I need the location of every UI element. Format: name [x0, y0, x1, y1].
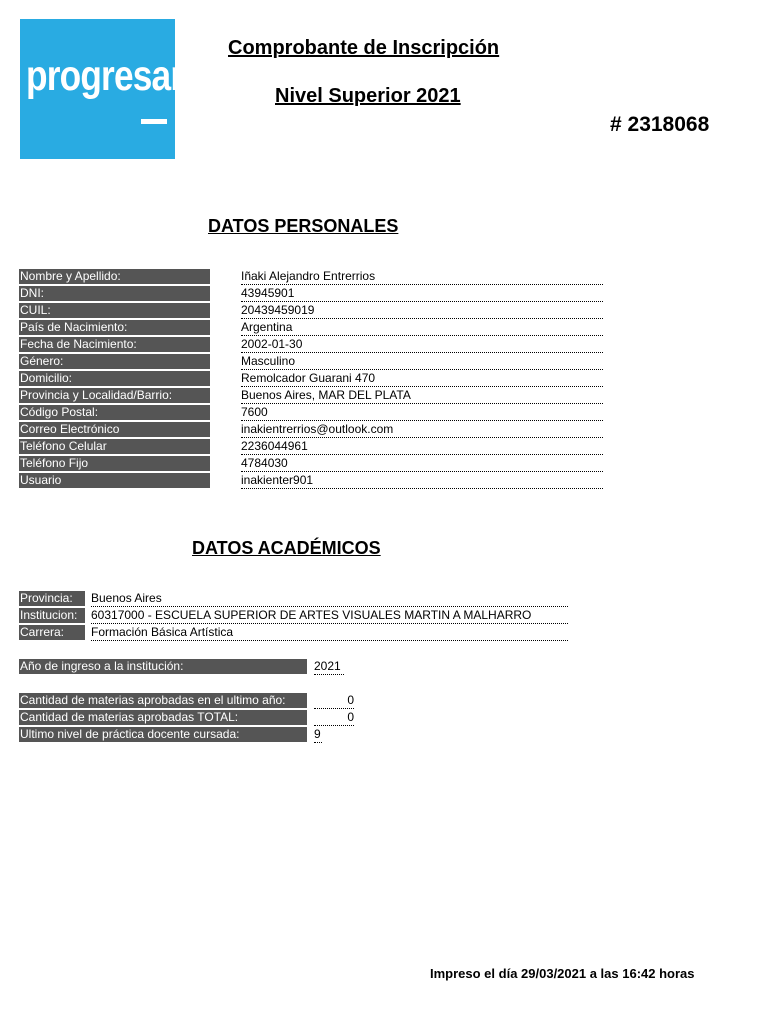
row-value: 4784030	[241, 456, 603, 472]
row-value: Iñaki Alejandro Entrerrios	[241, 269, 603, 285]
row-label: DNI:	[19, 286, 210, 301]
row-label: Fecha de Nacimiento:	[19, 337, 210, 352]
personal-section-title: DATOS PERSONALES	[208, 216, 399, 236]
row-value: 20439459019	[241, 303, 603, 319]
printed-timestamp: Impreso el día 29/03/2021 a las 16:42 horas	[430, 966, 695, 981]
row-value: 0	[314, 693, 354, 709]
row-label: Teléfono Fijo	[19, 456, 210, 471]
row-value: 9	[314, 727, 321, 741]
row-value: Formación Básica Artística	[91, 625, 568, 641]
document-title: Comprobante de Inscripción	[228, 37, 500, 59]
row-value: 0	[314, 710, 354, 726]
row-value: 2236044961	[241, 439, 603, 455]
row-value: 60317000 - ESCUELA SUPERIOR DE ARTES VISUALES MARTIN A MALHARRO	[91, 608, 568, 624]
row-value: 43945901	[241, 286, 603, 302]
row-label: Correo Electrónico	[19, 422, 210, 437]
progresar-logo	[20, 19, 184, 159]
row-label: Provincia y Localidad/Barrio:	[19, 388, 210, 403]
row-label: Cantidad de materias aprobadas TOTAL:	[19, 710, 307, 725]
row-label: Año de ingreso a la institución:	[19, 659, 307, 674]
row-label: Usuario	[19, 473, 210, 488]
row-label: País de Nacimiento:	[19, 320, 210, 335]
row-label: Teléfono Celular	[19, 439, 210, 454]
document-subtitle: Nivel Superior 2021	[275, 85, 461, 107]
row-label: Nombre y Apellido:	[19, 269, 210, 284]
row-value: inakienter901	[241, 473, 603, 489]
row-value: Argentina	[241, 320, 603, 336]
receipt-number: # 2318068	[610, 113, 710, 136]
row-label: Provincia:	[19, 591, 85, 606]
row-label: Institucion:	[19, 608, 85, 623]
row-label: Carrera:	[19, 625, 85, 640]
row-value: 2002-01-30	[241, 337, 603, 353]
row-value: Buenos Aires	[91, 591, 568, 607]
row-label: Ultimo nivel de práctica docente cursada:	[19, 727, 307, 742]
row-label: Género:	[19, 354, 210, 369]
academic-section-title: DATOS ACADÉMICOS	[192, 538, 381, 558]
logo-underscore	[141, 119, 167, 124]
row-label: Cantidad de materias aprobadas en el ultimo año:	[19, 693, 307, 708]
row-label: Código Postal:	[19, 405, 210, 420]
logo-text: progresar	[26, 52, 184, 100]
row-label: Domicilio:	[19, 371, 210, 386]
row-value: inakientrerrios@outlook.com	[241, 422, 603, 438]
row-value: 7600	[241, 405, 603, 421]
row-value: Buenos Aires, MAR DEL PLATA	[241, 388, 603, 404]
row-value: Masculino	[241, 354, 603, 370]
row-value: Remolcador Guarani 470	[241, 371, 603, 387]
row-label: CUIL:	[19, 303, 210, 318]
row-value: 2021	[314, 659, 344, 675]
